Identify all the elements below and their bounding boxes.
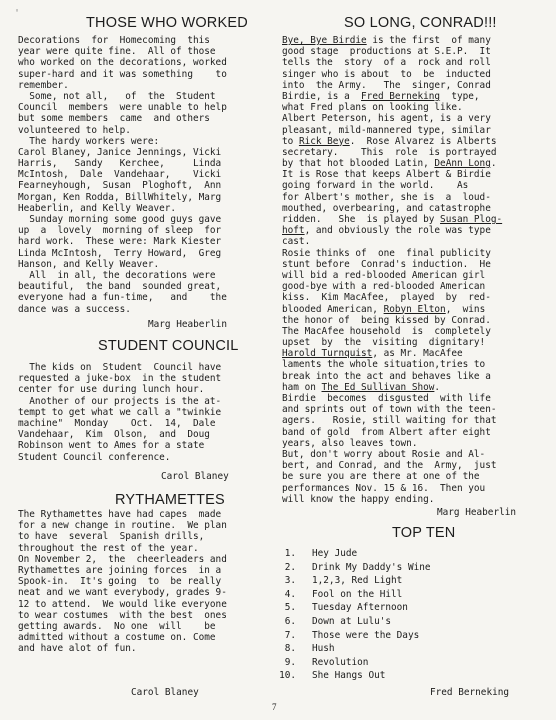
- text-segment: blooded American,: [282, 303, 384, 315]
- text-line: and have alot of fun.: [18, 643, 137, 655]
- text-segment: be sure you are there at one of the: [282, 471, 480, 483]
- text-line: [282, 248, 502, 259]
- song-title: Hey Jude: [312, 548, 358, 559]
- top-ten-item: [274, 562, 431, 573]
- text-segment: Rosie thinks of one final publicity: [282, 247, 491, 259]
- text-segment: mouthed, overbearing, and catastrophe: [282, 202, 491, 214]
- text-segment: ham on: [282, 381, 322, 393]
- text-line: [282, 449, 502, 460]
- top-ten-item: [274, 589, 402, 600]
- text-segment: Birdie, is a: [282, 90, 362, 102]
- text-line: [282, 471, 502, 482]
- rank-number: 7.: [284, 629, 296, 641]
- text-line: throughout the rest of the year.: [18, 542, 199, 554]
- text-line: Spook-in. It's going to be really: [18, 576, 222, 588]
- text-line: [282, 236, 502, 247]
- rank-number: 6.: [284, 616, 296, 627]
- text-line: [282, 382, 502, 393]
- text-line: Morgan, Ken Rodda, BillWhitely, Marg: [18, 191, 222, 203]
- text-line: [282, 460, 502, 471]
- text-segment: pleasant, mild-mannered type, similar: [282, 124, 491, 136]
- text-line: [282, 113, 502, 124]
- text-segment: cast.: [282, 236, 311, 248]
- text-segment: for Albert's mother, she is a loud-: [282, 191, 491, 203]
- text-line: [282, 292, 502, 303]
- song-title: Fool on the Hill: [312, 588, 403, 600]
- text-segment: the honor of being kissed by Conrad.: [282, 314, 491, 326]
- text-line: [282, 80, 502, 91]
- text-line: tempt to get what we call a "twinkie: [18, 406, 222, 418]
- section-title-top-ten: TOP TEN: [392, 525, 456, 541]
- text-line: Sunday morning some good guys gave: [18, 214, 222, 225]
- underlined-name: The Ed Sullivan Show: [321, 381, 435, 393]
- rank-number: 10.: [279, 670, 296, 682]
- text-line: Another of our projects is the at-: [18, 395, 222, 407]
- text-line: neat and we want everybody, grades 9-: [18, 587, 227, 599]
- text-segment: what Fred plans on looking like.: [282, 102, 463, 114]
- text-line: [282, 102, 502, 113]
- underlined-name: hoft: [282, 225, 305, 237]
- text-segment: into the Army. The singer, Conrad: [282, 79, 491, 91]
- text-line: Vandehaar, Kim Olson, and Doug: [18, 429, 210, 441]
- text-line: [282, 483, 502, 494]
- text-line: center for use during lunch hour.: [18, 384, 205, 396]
- rank-number: 1.: [284, 548, 296, 559]
- text-line: [282, 91, 502, 102]
- text-segment: by that hot blooded Latin,: [282, 158, 435, 170]
- text-line: [282, 169, 502, 180]
- byline-so-long-conrad: Marg Heaberlin: [437, 507, 517, 518]
- song-title: Those were the Days: [312, 629, 420, 641]
- text-segment: , wins: [445, 303, 486, 315]
- top-ten-item: [274, 643, 335, 654]
- text-segment: years, also leaves town.: [282, 437, 418, 449]
- text-line: to have several Spanish drills,: [18, 531, 205, 543]
- text-line: Decorations for Homecoming this: [18, 35, 210, 46]
- text-line: up a lovely morning of sleep for: [18, 225, 222, 237]
- text-segment: Birdie becomes disgusted with life: [282, 393, 491, 404]
- text-line: [282, 225, 502, 236]
- text-line: Council members were unable to help: [18, 102, 227, 114]
- text-line: for a new change in routine. We plan: [18, 520, 227, 532]
- text-line: but some members came and others: [18, 113, 210, 125]
- text-segment: The MacAfee household is completely: [282, 325, 491, 337]
- text-segment: tells the story of a rock and roll: [282, 57, 491, 69]
- article-body-those-who-worked: [18, 35, 227, 315]
- text-line: [282, 214, 502, 225]
- song-title: Hush: [312, 643, 335, 655]
- text-segment: type,: [440, 90, 480, 102]
- text-segment: . Rose Alvarez is Alberts: [349, 135, 497, 147]
- top-ten-item: [274, 670, 385, 681]
- text-line: McIntosh, Dale Vandehaar, Vicki: [18, 169, 222, 181]
- text-line: [282, 136, 502, 147]
- text-segment: break into the act and behaves like a: [282, 370, 491, 382]
- text-segment: good stage productions at S.E.P. It: [282, 46, 491, 58]
- text-segment: and sprints out of town with the teen-: [282, 404, 497, 416]
- rank-number: 5.: [284, 602, 296, 614]
- byline-top-ten: Fred Berneking: [430, 687, 510, 698]
- text-line: remember.: [18, 79, 69, 91]
- text-line: Student Council conference.: [18, 451, 171, 463]
- text-line: [282, 404, 502, 415]
- underlined-name: Susan Plog-: [440, 214, 503, 225]
- text-segment: But, don't worry about Rosie and Al-: [282, 448, 486, 460]
- text-line: [282, 359, 502, 370]
- text-line: everyone had a fun-time, and the: [18, 292, 227, 304]
- byline-student-council: Carol Blaney: [161, 471, 229, 482]
- text-line: year were quite fine. All of those: [18, 46, 216, 58]
- text-segment: .: [490, 158, 497, 170]
- text-segment: going forward in the world. As: [282, 180, 469, 192]
- top-ten-item: [274, 575, 402, 586]
- text-line: Rythamettes are joining forces in a: [18, 564, 222, 576]
- song-title: 1,2,3, Red Light: [312, 575, 403, 587]
- page-number: 7: [272, 702, 277, 712]
- text-line: Fearneyhough, Susan Ploghoft, Ann: [18, 180, 222, 192]
- text-line: [282, 315, 502, 326]
- text-segment: bert, and Conrad, and the Army, just: [282, 460, 497, 472]
- page-mark: ': [14, 8, 21, 19]
- underlined-name: Bye, Bye Birdie: [282, 35, 367, 46]
- text-line: who worked on the decorations, worked: [18, 57, 227, 69]
- text-line: 12 to attend. We would like everyone: [18, 598, 227, 610]
- text-line: [282, 393, 502, 404]
- text-line: [282, 348, 502, 359]
- text-segment: performances Nov. 15 & 16. Then you: [282, 482, 486, 494]
- underlined-name: Fred Berneking: [361, 90, 441, 102]
- top-ten-item: [274, 548, 357, 559]
- top-ten-item: [274, 602, 408, 613]
- text-segment: will know the happy ending.: [282, 493, 435, 505]
- byline-those-who-worked: Marg Heaberlin: [148, 319, 228, 330]
- text-line: [282, 337, 502, 348]
- text-segment: good-bye with a red-blooded American: [282, 281, 486, 293]
- article-body-student-council: [18, 362, 221, 463]
- text-line: [282, 180, 502, 191]
- article-title-student-council: STUDENT COUNCIL: [98, 338, 239, 354]
- text-line: The hardy workers were:: [18, 135, 160, 147]
- byline-rythamettes: Carol Blaney: [131, 687, 199, 698]
- text-line: [282, 69, 502, 80]
- text-line: [282, 259, 502, 270]
- text-line: [282, 35, 502, 46]
- text-line: Harris, Sandy Kerchee, Linda: [18, 158, 222, 170]
- rank-number: 9.: [284, 656, 296, 668]
- text-segment: band of gold from Albert after eight: [282, 426, 491, 438]
- top-ten-item: [274, 657, 368, 668]
- text-line: Carol Blaney, Janice Jennings, Vicki: [18, 146, 222, 158]
- text-segment: secretary. This role is portrayed: [282, 146, 497, 158]
- text-line: The kids on Student Council have: [18, 362, 222, 373]
- text-line: [282, 147, 502, 158]
- text-segment: , and obviously the role was type: [304, 225, 491, 237]
- text-line: admitted without a costume on. Come: [18, 632, 216, 644]
- text-segment: agers. Rosie, still waiting for that: [282, 415, 497, 427]
- text-line: beautiful, the band sounded great,: [18, 281, 222, 293]
- article-title-so-long-conrad: SO LONG, CONRAD!!!: [344, 15, 497, 31]
- text-segment: It is Rose that keeps Albert & Birdie: [282, 169, 491, 181]
- text-line: Linda McIntosh, Terry Howard, Greg: [18, 247, 222, 259]
- text-line: [282, 438, 502, 449]
- top-ten-item: [274, 616, 391, 627]
- rank-number: 2.: [284, 561, 296, 573]
- text-segment: Albert Peterson, his agent, is a very: [282, 113, 491, 125]
- text-line: getting awards. No one will be: [18, 620, 216, 632]
- song-title: Revolution: [312, 656, 369, 668]
- text-line: [282, 304, 502, 315]
- text-line: [282, 158, 502, 169]
- text-segment: upset by the visiting dignitary!: [282, 337, 486, 349]
- rank-number: 3.: [284, 575, 296, 587]
- text-segment: is the first of many: [366, 35, 491, 46]
- text-line: Robinson went to Ames for a state: [18, 440, 205, 452]
- text-segment: will bid a red-blooded American girl: [282, 269, 486, 281]
- underlined-name: Robyn Elton: [383, 303, 446, 315]
- text-line: hard work. These were: Mark Kiester: [18, 236, 222, 248]
- article-body-rythamettes: [18, 509, 227, 654]
- text-line: [282, 203, 502, 214]
- text-line: Hanson, and Kelly Weaver.: [18, 258, 160, 270]
- text-line: The Rythamettes have had capes made: [18, 509, 222, 520]
- text-line: Heaberlin, and Kelly Weaver.: [18, 202, 177, 214]
- text-line: All in all, the decorations were: [18, 269, 216, 281]
- text-line: [282, 415, 502, 426]
- text-line: volunteered to help.: [18, 124, 131, 136]
- song-title: She Hangs Out: [312, 670, 386, 682]
- rank-number: 4.: [284, 588, 296, 600]
- text-line: [282, 125, 502, 136]
- article-title-those-who-worked: THOSE WHO WORKED: [86, 15, 248, 31]
- text-line: [282, 427, 502, 438]
- text-line: super-hard and it was something to: [18, 68, 227, 80]
- text-segment: ridden. She is played by: [282, 214, 441, 225]
- rank-number: 8.: [284, 643, 296, 655]
- text-line: requested a juke-box in the student: [18, 373, 222, 385]
- text-segment: , as Mr. MacAfee: [372, 348, 463, 360]
- text-line: Some, not all, of the Student: [18, 90, 216, 102]
- text-segment: stunt before Conrad's induction. He: [282, 258, 491, 270]
- text-segment: singer who is about to be inducted: [282, 68, 491, 80]
- text-segment: kiss. Kim MacAfee, played by red-: [282, 292, 491, 304]
- song-title: Tuesday Afternoon: [312, 602, 408, 614]
- song-title: Drink My Daddy's Wine: [312, 561, 431, 573]
- text-line: dance was a success.: [18, 303, 131, 315]
- article-body-so-long-conrad: [282, 35, 502, 505]
- text-line: [282, 46, 502, 57]
- underlined-name: DeAnn Long: [434, 158, 491, 170]
- text-line: [282, 57, 502, 68]
- text-line: to wear costumes with the best ones: [18, 609, 227, 621]
- text-line: [282, 371, 502, 382]
- text-segment: laments the whole situation,tries to: [282, 359, 486, 371]
- underlined-name: Rick Beye: [298, 135, 350, 147]
- text-line: machine" Monday Oct. 14, Dale: [18, 417, 216, 429]
- underlined-name: Harold Turnquist: [282, 348, 373, 360]
- top-ten-item: [274, 630, 419, 641]
- text-line: [282, 270, 502, 281]
- text-line: [282, 326, 502, 337]
- text-segment: .: [434, 381, 441, 393]
- text-line: [282, 281, 502, 292]
- song-title: Down at Lulu's: [312, 616, 392, 627]
- text-line: [282, 192, 502, 203]
- text-line: On November 2, the cheerleaders and: [18, 553, 227, 565]
- text-segment: to: [282, 135, 299, 147]
- text-line: [282, 494, 502, 505]
- article-title-rythamettes: RYTHAMETTES: [115, 492, 225, 508]
